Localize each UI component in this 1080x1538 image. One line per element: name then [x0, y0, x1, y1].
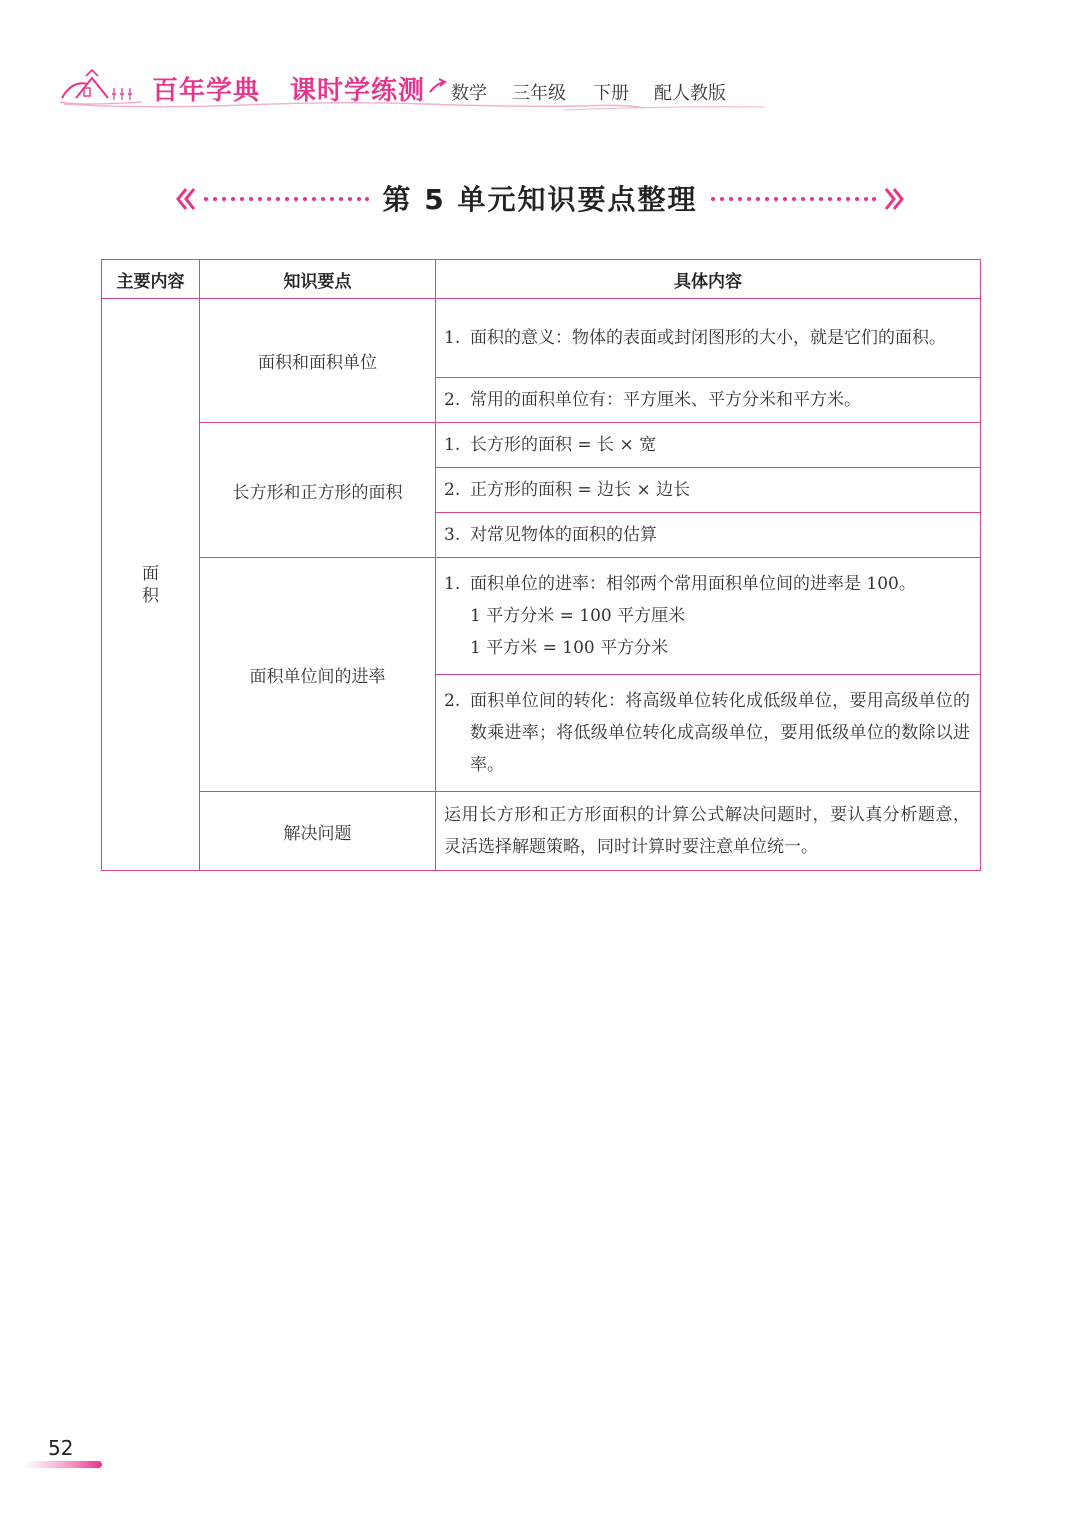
series-name: 课时学练测	[290, 76, 426, 106]
item-number: 2.	[444, 390, 461, 410]
page-number: 52	[48, 1436, 74, 1460]
content-cell	[436, 423, 981, 468]
content-cell	[436, 792, 981, 871]
content-cell	[436, 513, 981, 558]
content-cell	[436, 675, 981, 792]
table-row	[102, 792, 981, 871]
table-row	[102, 558, 981, 675]
point-cell: 面积和面积单位	[200, 299, 436, 423]
item-number: 1.	[444, 435, 461, 455]
volume-label: 下册	[593, 83, 629, 104]
item-text: 对常见物体的面积的估算	[470, 525, 657, 545]
conversion-line: 1 平方米 = 100 平方分米	[470, 638, 669, 658]
knowledge-table	[101, 259, 981, 871]
brand-name: 百年学典	[152, 76, 261, 106]
main-topic-cell	[102, 299, 200, 871]
content-cell	[436, 378, 981, 423]
item-text: 面积单位的进率：相邻两个常用面积单位间的进率是 100。	[470, 574, 916, 594]
column-header-main: 主要内容	[102, 260, 200, 299]
main-topic-label: 面积	[142, 563, 159, 606]
column-header-point: 知识要点	[200, 260, 436, 299]
item-number: 2.	[444, 691, 461, 711]
item-text: 长方形的面积 = 长 × 宽	[470, 435, 657, 455]
chevron-right-decor-icon	[708, 186, 904, 212]
item-text: 运用长方形和正方形面积的计算公式解决问题时，要认真分析题意，灵活选择解题策略，同时计算时要注意单位统一。	[444, 805, 970, 857]
item-number: 3.	[444, 525, 461, 545]
item-text: 面积的意义：物体的表面或封闭图形的大小，就是它们的面积。	[470, 328, 946, 348]
point-cell: 长方形和正方形的面积	[200, 423, 436, 558]
table-header-row	[102, 260, 981, 299]
point-cell: 解决问题	[200, 792, 436, 871]
edition-label: 配人教版	[654, 83, 726, 104]
page-title: 第 5 单元知识要点整理	[382, 183, 698, 216]
subject-label: 数学	[451, 83, 487, 104]
item-number: 1.	[444, 574, 461, 594]
header-underline	[64, 100, 764, 112]
column-header-content: 具体内容	[436, 260, 981, 299]
point-cell: 面积单位间的进率	[200, 558, 436, 792]
item-number: 1.	[444, 328, 461, 348]
section-title-bar	[0, 178, 1080, 222]
page-number-bar	[24, 1461, 102, 1468]
table-row	[102, 299, 981, 378]
item-text: 正方形的面积 = 边长 × 边长	[470, 480, 691, 500]
conversion-line: 1 平方分米 = 100 平方厘米	[470, 606, 686, 626]
arrow-icon	[428, 76, 448, 96]
page-header	[0, 60, 1080, 120]
item-text: 面积单位间的转化：将高级单位转化成低级单位，要用高级单位的数乘进率；将低级单位转化成高级单位，要用低级单位的数除以进率。	[470, 691, 970, 775]
content-cell	[436, 299, 981, 378]
table-row	[102, 423, 981, 468]
grade-label: 三年级	[512, 83, 566, 104]
item-text: 常用的面积单位有：平方厘米、平方分米和平方米。	[470, 390, 861, 410]
content-cell	[436, 558, 981, 675]
item-number: 2.	[444, 480, 461, 500]
content-cell	[436, 468, 981, 513]
